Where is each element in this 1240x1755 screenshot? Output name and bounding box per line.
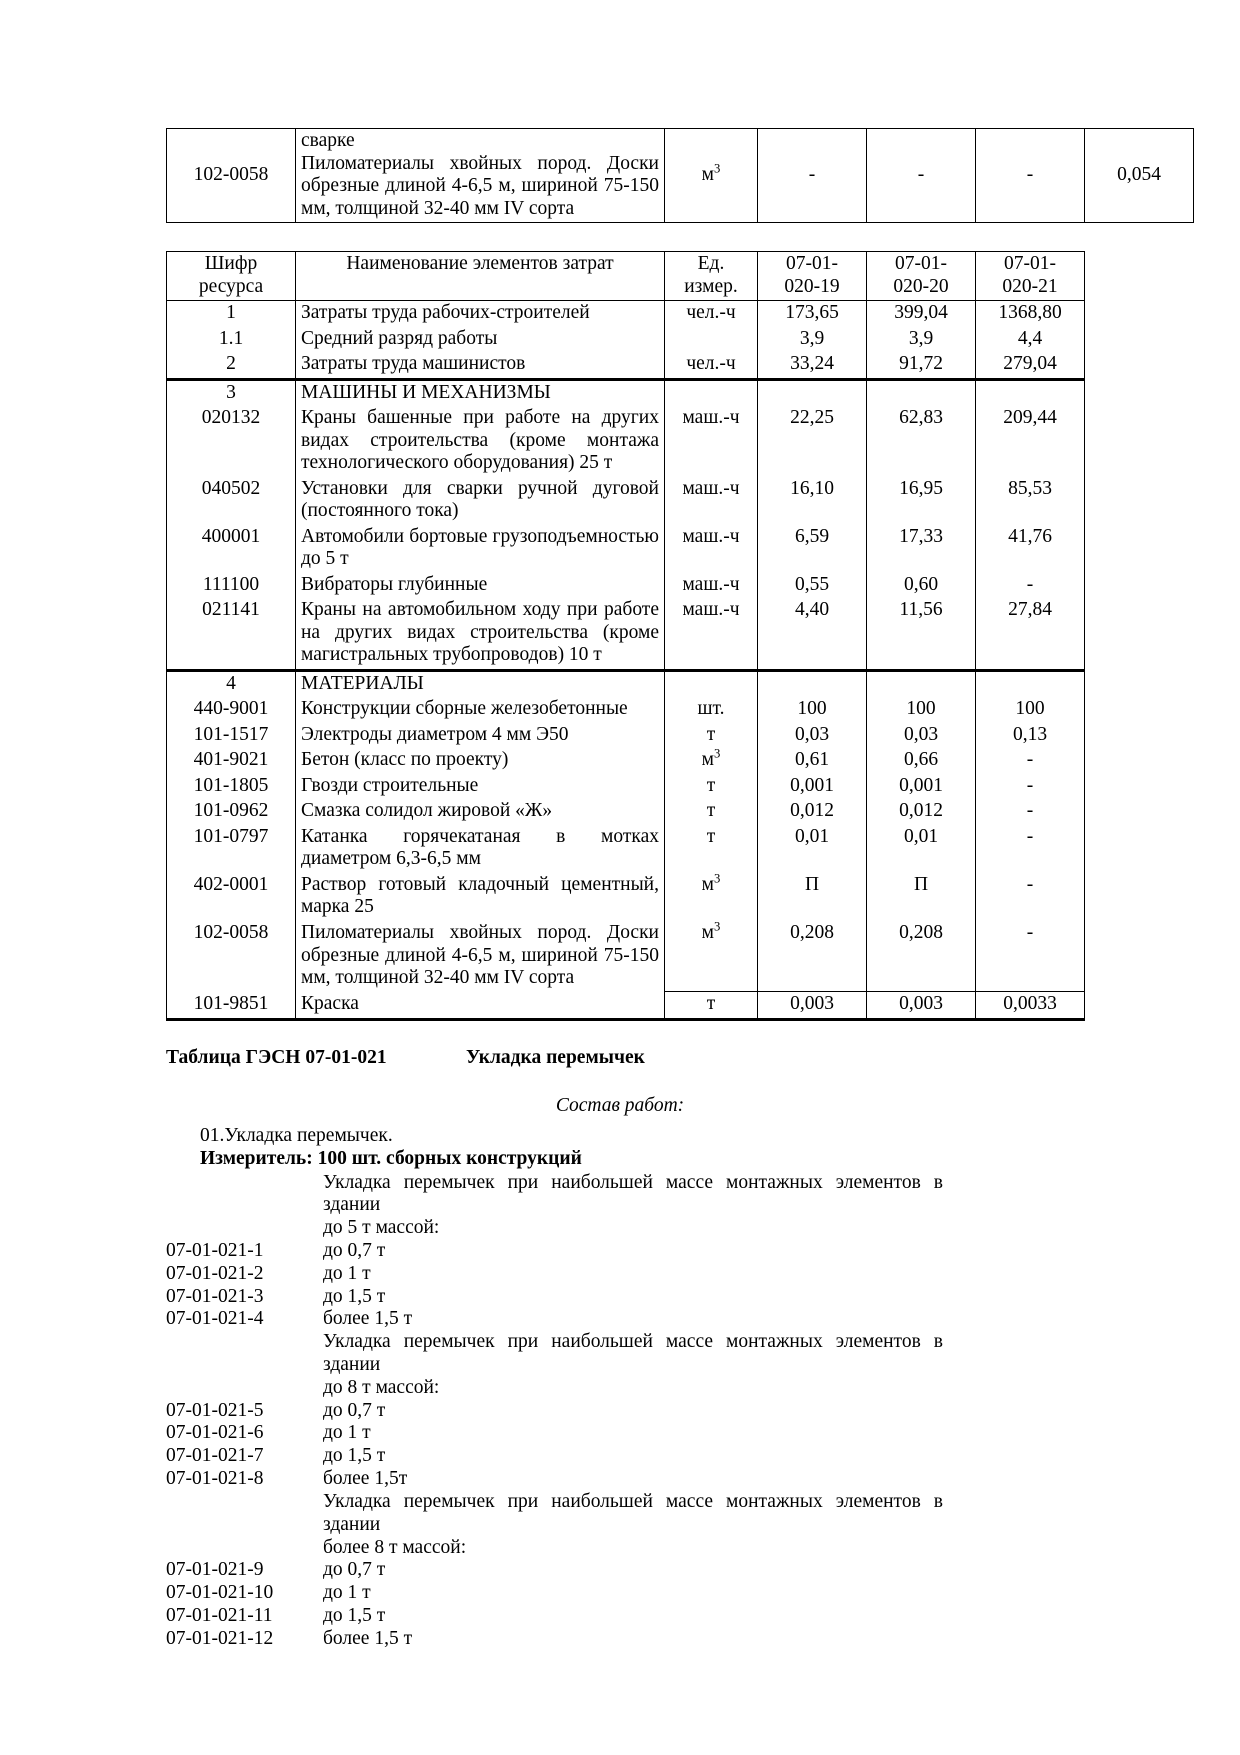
table-header (167, 252, 1085, 301)
cell-unit: маш.-ч (665, 477, 758, 525)
cell-unit: т (665, 774, 758, 800)
cell-value-3: - (976, 129, 1085, 223)
norm-group-description-line-2: до 5 т массой: (323, 1217, 440, 1239)
cell-value-2: 62,83 (867, 406, 976, 477)
norm-group-description-line-1: Укладка перемычек при наибольшей массе монтажных элементов в здании (323, 1331, 943, 1376)
table-row-material (167, 748, 1085, 774)
norm-code: 07-01-021-12 (166, 1627, 274, 1649)
cell-resource-name: Средний разряд работы (296, 327, 665, 353)
table-row-machine (167, 525, 1085, 573)
cell-resource-code: 400001 (167, 525, 296, 573)
work-composition-item: 01.Укладка перемычек. (200, 1124, 393, 1146)
norm-item (166, 1308, 1074, 1331)
header-unit: Ед. измер. (665, 252, 758, 301)
cell-resource-name: Краны башенные при работе на других видах строительства (кроме монтажа технологического оборудования) 25 т (296, 406, 665, 477)
norm-description: до 0,7 т (323, 1399, 386, 1421)
cell-value-3: 279,04 (976, 352, 1085, 379)
norm-group-description-line-2: до 8 т массой: (323, 1376, 440, 1398)
cell-value-3: 27,84 (976, 598, 1085, 670)
table-row-material (167, 799, 1085, 825)
cell-value-2: 0,60 (867, 573, 976, 599)
cell-value-1: П (758, 873, 867, 921)
table-spacer (166, 223, 1074, 251)
cell-resource-name: Вибраторы глубинные (296, 573, 665, 599)
cell-unit: шт. (665, 697, 758, 723)
table-row-material (167, 992, 1085, 1020)
resource-name-line-2: Пиломатериалы хвойных пород. Доски обрезные длиной 4-6,5 м, шириной 75-150 мм, толщиной 32-40 мм IV сорта (301, 152, 659, 219)
cell-resource-code: 020132 (167, 406, 296, 477)
table-row-labor (167, 352, 1085, 379)
table-row-material (167, 723, 1085, 749)
norm-group-description (166, 1537, 1074, 1560)
cell-value-3: 100 (976, 697, 1085, 723)
header-column-07-01-020-21: 07-01- 020-21 (976, 252, 1085, 301)
cell-unit: маш.-ч (665, 406, 758, 477)
cell-value-2 (867, 379, 976, 406)
cell-unit: $м^3$ (665, 748, 758, 774)
cell-unit: т (665, 799, 758, 825)
cell-value-3 (976, 670, 1085, 697)
cell-value-2: - (867, 129, 976, 223)
cell-resource-code: 2 (167, 352, 296, 379)
cell-resource-name: Бетон (класс по проекту) (296, 748, 665, 774)
norm-item (166, 1559, 1074, 1582)
cell-value-2: 91,72 (867, 352, 976, 379)
cell-value-3: - (976, 825, 1085, 873)
cell-section-title: МАШИНЫ И МЕХАНИЗМЫ (296, 379, 665, 406)
norm-code: 07-01-021-11 (166, 1604, 273, 1626)
cell-resource-code: 440-9001 (167, 697, 296, 723)
norm-group-description (166, 1377, 1074, 1400)
cell-unit: т (665, 723, 758, 749)
norm-description: более 1,5 т (323, 1627, 413, 1649)
cell-value-3: 85,53 (976, 477, 1085, 525)
cell-value-3: - (976, 799, 1085, 825)
cell-resource-code: 101-1517 (167, 723, 296, 749)
header-column-07-01-020-19: 07-01- 020-19 (758, 252, 867, 301)
norm-description: до 0,7 т (323, 1559, 386, 1581)
norm-list (166, 1172, 1074, 1651)
cell-unit (665, 327, 758, 353)
header-row (167, 252, 1085, 301)
cell-value-1: 22,25 (758, 406, 867, 477)
cell-resource-code: 101-0797 (167, 825, 296, 873)
norm-item (166, 1263, 1074, 1286)
cell-value-1: 3,9 (758, 327, 867, 353)
cell-value-1 (758, 379, 867, 406)
norm-group-description (166, 1217, 1074, 1240)
cell-value-1: 0,001 (758, 774, 867, 800)
norm-item (166, 1468, 1074, 1491)
cell-value-2: 17,33 (867, 525, 976, 573)
norm-code: 07-01-021-3 (166, 1285, 264, 1307)
cell-value-2: П (867, 873, 976, 921)
norm-item (166, 1445, 1074, 1468)
norm-code: 07-01-021-1 (166, 1239, 264, 1261)
cell-resource-code: 1 (167, 301, 296, 327)
cell-value-2: 3,9 (867, 327, 976, 353)
cell-resource-code: 101-1805 (167, 774, 296, 800)
cell-resource-code: 401-9021 (167, 748, 296, 774)
cell-value-1 (758, 670, 867, 697)
header-resource-name: Наименование элементов затрат (296, 252, 665, 301)
cell-value-3: 209,44 (976, 406, 1085, 477)
table-row-labor (167, 301, 1085, 327)
cell-unit: маш.-ч (665, 598, 758, 670)
cell-section-title: МАТЕРИАЛЫ (296, 670, 665, 697)
cell-resource-code: 102-0058 (167, 129, 296, 223)
cell-resource-code: 402-0001 (167, 873, 296, 921)
norm-group-description-line-1: Укладка перемычек при наибольшей массе монтажных элементов в здании (323, 1490, 943, 1535)
cell-resource-code: 111100 (167, 573, 296, 599)
norm-item (166, 1240, 1074, 1263)
norm-code: 07-01-021-4 (166, 1308, 264, 1330)
norm-code: 07-01-021-5 (166, 1399, 264, 1421)
cell-resource-name: Краны на автомобильном ходу при работе на других видах строительства (кроме магистральных трубопроводов) 10 т (296, 598, 665, 670)
cell-value-1: 0,03 (758, 723, 867, 749)
norm-description: более 1,5т (323, 1468, 408, 1490)
section-heading (166, 1047, 1074, 1069)
cell-unit: т (665, 825, 758, 873)
cell-unit: маш.-ч (665, 573, 758, 599)
cell-value-3: 0,0033 (976, 992, 1085, 1020)
cell-resource-name (296, 129, 665, 223)
table-label: Таблица ГЭСН 07-01-021 (166, 1046, 387, 1068)
cell-value-3: 4,4 (976, 327, 1085, 353)
table-row-material (167, 921, 1085, 992)
cell-value-2: 0,01 (867, 825, 976, 873)
cell-resource-name: Установки для сварки ручной дуговой (постоянного тока) (296, 477, 665, 525)
cell-unit (665, 379, 758, 406)
header-column-07-01-020-20: 07-01- 020-20 (867, 252, 976, 301)
cell-unit: чел.-ч (665, 352, 758, 379)
cell-resource-name: Затраты труда машинистов (296, 352, 665, 379)
cell-resource-name: Катанка горячекатаная в мотках диаметром 6,3-6,5 мм (296, 825, 665, 873)
cell-value-3: 1368,80 (976, 301, 1085, 327)
cell-value-1: 16,10 (758, 477, 867, 525)
cell-resource-name: Электроды диаметром 4 мм Э50 (296, 723, 665, 749)
table-row-machine (167, 406, 1085, 477)
table-section-header-materials (167, 670, 1085, 697)
table-row-material (167, 825, 1085, 873)
cell-section-number: 3 (167, 379, 296, 406)
cell-unit: $м^3$ (665, 921, 758, 992)
norm-code: 07-01-021-6 (166, 1422, 264, 1444)
cell-value-3: - (976, 573, 1085, 599)
table-row-machine (167, 573, 1085, 599)
table-row-material (167, 697, 1085, 723)
cell-value-1: 173,65 (758, 301, 867, 327)
cell-value-2: 0,66 (867, 748, 976, 774)
norm-description: до 1,5 т (323, 1285, 386, 1307)
cell-resource-name: Краска (296, 992, 665, 1020)
norm-group-description-line-2: более 8 т массой: (323, 1536, 467, 1558)
norm-description: до 1,5 т (323, 1604, 386, 1626)
cell-value-1: 4,40 (758, 598, 867, 670)
cell-value-3: 0,13 (976, 723, 1085, 749)
norm-code: 07-01-021-8 (166, 1468, 264, 1490)
table-row-labor (167, 327, 1085, 353)
cell-resource-code: 1.1 (167, 327, 296, 353)
norm-description: до 1 т (323, 1262, 371, 1284)
cell-value-3 (976, 379, 1085, 406)
norm-group-description (166, 1172, 1074, 1218)
cell-value-2: 16,95 (867, 477, 976, 525)
cell-value-1: 6,59 (758, 525, 867, 573)
norm-description: до 0,7 т (323, 1239, 386, 1261)
norm-description: до 1,5 т (323, 1445, 386, 1467)
norm-code: 07-01-021-9 (166, 1559, 264, 1581)
cell-value-2: 0,012 (867, 799, 976, 825)
cell-resource-name: Конструкции сборные железобетонные (296, 697, 665, 723)
table-row-material (167, 873, 1085, 921)
table-row-machine (167, 598, 1085, 670)
cell-value-2: 0,208 (867, 921, 976, 992)
cell-value-1: 0,012 (758, 799, 867, 825)
norm-item (166, 1628, 1074, 1651)
cell-value-3: - (976, 873, 1085, 921)
cell-value-1: 0,61 (758, 748, 867, 774)
cell-value-3: 41,76 (976, 525, 1085, 573)
resource-table-continuation (166, 128, 1194, 223)
work-composition-label: Состав работ: (555, 1094, 685, 1116)
cell-value-1: 33,24 (758, 352, 867, 379)
cell-value-2: 100 (867, 697, 976, 723)
cell-value-3: - (976, 774, 1085, 800)
cell-value-2: 0,003 (867, 992, 976, 1020)
cell-value-2: 399,04 (867, 301, 976, 327)
cell-unit: чел.-ч (665, 301, 758, 327)
norm-group-description (166, 1331, 1074, 1377)
cell-value-2: 11,56 (867, 598, 976, 670)
table-body (167, 301, 1085, 1019)
cell-resource-name: Автомобили бортовые грузоподъемностью до 5 т (296, 525, 665, 573)
cell-value-1: - (758, 129, 867, 223)
norm-group-description (166, 1491, 1074, 1537)
norm-code: 07-01-021-7 (166, 1445, 264, 1467)
cell-unit: т (665, 992, 758, 1020)
cell-value-1: 0,55 (758, 573, 867, 599)
header-resource-code: Шифр ресурса (167, 252, 296, 301)
resource-table-main (166, 251, 1085, 1020)
norm-description: до 1 т (323, 1582, 371, 1604)
cell-resource-name: Раствор готовый кладочный цементный, марка 25 (296, 873, 665, 921)
cell-resource-code: 040502 (167, 477, 296, 525)
cell-value-2: 0,03 (867, 723, 976, 749)
norm-item (166, 1605, 1074, 1628)
cell-resource-name: Смазка солидол жировой «Ж» (296, 799, 665, 825)
table-row-material (167, 774, 1085, 800)
cell-value-1: 100 (758, 697, 867, 723)
norm-description: до 1 т (323, 1422, 371, 1444)
resource-name-line-1: сварке (301, 130, 355, 151)
cell-value-1: 0,01 (758, 825, 867, 873)
cell-resource-code: 021141 (167, 598, 296, 670)
cell-value-3: - (976, 748, 1085, 774)
norm-item (166, 1400, 1074, 1423)
cell-unit: $м^3$ (665, 129, 758, 223)
norm-description: более 1,5 т (323, 1308, 413, 1330)
norm-item (166, 1582, 1074, 1605)
cell-resource-code: 102-0058 (167, 921, 296, 992)
table-title: Укладка перемычек (466, 1046, 645, 1068)
cell-unit (665, 670, 758, 697)
measurement-unit-label: Измеритель: 100 шт. сборных конструкций (200, 1147, 582, 1169)
cell-resource-code: 101-9851 (167, 992, 296, 1020)
cell-value-1: 0,208 (758, 921, 867, 992)
cell-resource-name: Затраты труда рабочих-строителей (296, 301, 665, 327)
table-row (167, 129, 1194, 223)
table-row-machine (167, 477, 1085, 525)
cell-value-4: 0,054 (1085, 129, 1194, 223)
cell-value-2 (867, 670, 976, 697)
cell-section-number: 4 (167, 670, 296, 697)
norm-item (166, 1286, 1074, 1309)
cell-resource-name: Гвозди строительные (296, 774, 665, 800)
cell-value-3: - (976, 921, 1085, 992)
norm-code: 07-01-021-2 (166, 1262, 264, 1284)
cell-unit: $м^3$ (665, 873, 758, 921)
norm-group-description-line-1: Укладка перемычек при наибольшей массе монтажных элементов в здании (323, 1171, 943, 1216)
table-section-header-machines (167, 379, 1085, 406)
cell-resource-name: Пиломатериалы хвойных пород. Доски обрезные длиной 4-6,5 м, шириной 75-150 мм, толщиной 32-40 мм IV сорта (296, 921, 665, 992)
cell-value-2: 0,001 (867, 774, 976, 800)
cell-unit: маш.-ч (665, 525, 758, 573)
cell-value-1: 0,003 (758, 992, 867, 1020)
norm-item (166, 1422, 1074, 1445)
cell-resource-code: 101-0962 (167, 799, 296, 825)
norm-code: 07-01-021-10 (166, 1582, 274, 1604)
